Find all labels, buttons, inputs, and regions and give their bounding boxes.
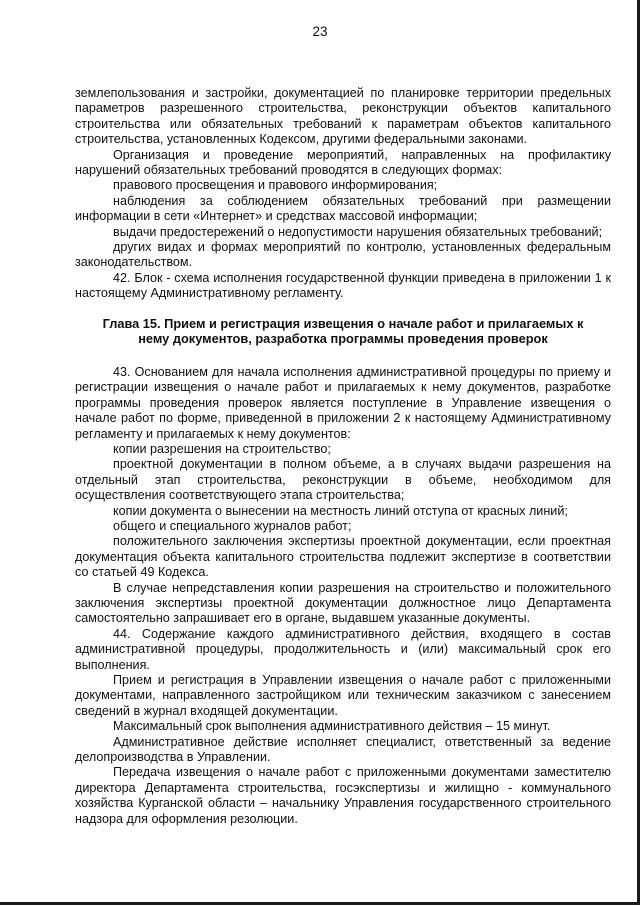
chapter-heading: Глава 15. Прием и регистрация извещения о начале работ и прилагаемых к нему документов, разработка программы проведения проверок <box>102 315 584 347</box>
page-number: 23 <box>312 24 328 39</box>
paragraph: наблюдения за соблюдением обязательных требований при размещении информации в сети «Интернет» и средствах массовой информации; <box>75 193 611 224</box>
paragraph: 43. Основанием для начала исполнения административной процедуры по приему и регистрации извещения о начале работ и прилагаемых к нему документов, разработке программы проведения проверок является поступление в Управление извещения о начале работ по форме, приведенной в приложении 2 к настоящему Административному регламенту и прилагаемых к нему документов: <box>75 364 611 441</box>
paragraph: землепользования и застройки, документацией по планировке территории предельных параметров разрешенного строительства, реконструкции объектов капитального строительства или обязательных требований к параметрам объектов капитального строительства, установленных Кодексом, другими федеральными законами. <box>75 86 611 147</box>
paragraph: положительного заключения экспертизы проектной документации, если проектная документация объекта капитального строительства подлежит экспертизе в соответствии со статьей 49 Кодекса. <box>75 534 611 580</box>
paragraph: 42. Блок - схема исполнения государственной функции приведена в приложении 1 к настоящему Административному регламенту. <box>75 270 611 301</box>
paragraph: выдачи предостережений о недопустимости нарушения обязательных требований; <box>113 224 603 239</box>
paragraph: 44. Содержание каждого административного действия, входящего в состав административной процедуры, продолжительность и (или) максимальный срок его выполнения. <box>75 626 611 672</box>
document-body <box>75 86 611 827</box>
paragraph: В случае непредставления копии разрешения на строительство и положительного заключения экспертизы проектной документации должностное лицо Департамента самостоятельно запрашивает его в органе, выдавшем указанные документы. <box>75 580 611 626</box>
paragraph: общего и специального журналов работ; <box>113 518 352 533</box>
paragraph: других видах и формах мероприятий по контролю, установленных федеральным законодательством. <box>75 240 611 270</box>
paragraph: копии разрешения на строительство; <box>113 441 331 456</box>
paragraph: проектной документации в полном объеме, а в случаях выдачи разрешения на отдельный этап строительства, реконструкции в объеме, необходимом для осуществления соответствующего этапа строительства; <box>75 457 611 503</box>
paragraph: Передача извещения о начале работ с приложенными документами заместителю директора Департамента строительства, госэкспертизы и жилищно - коммунального хозяйства Курганской области – начальнику Управления государственного строительного надзора для оформления резолюции. <box>75 765 611 826</box>
paragraph: Организация и проведение мероприятий, направленных на профилактику нарушений обязательных требований проводятся в следующих формах: <box>75 147 611 178</box>
paragraphs-before-chapter <box>75 86 611 302</box>
paragraph: Административное действие исполняет специалист, ответственный за ведение делопроизводства в Управлении. <box>75 734 611 765</box>
paragraph: копии документа о вынесении на местность линий отступа от красных линий; <box>113 503 568 518</box>
paragraph: Прием и регистрация в Управлении извещения о начале работ с приложенными документами, направленного застройщиком или техническим заказчиком с занесением сведений в журнал входящей документации. <box>75 673 611 718</box>
paragraph: Максимальный срок выполнения административного действия – 15 минут. <box>113 719 551 734</box>
paragraphs-after-chapter <box>75 365 611 827</box>
paragraph: правового просвещения и правового информирования; <box>113 178 438 193</box>
